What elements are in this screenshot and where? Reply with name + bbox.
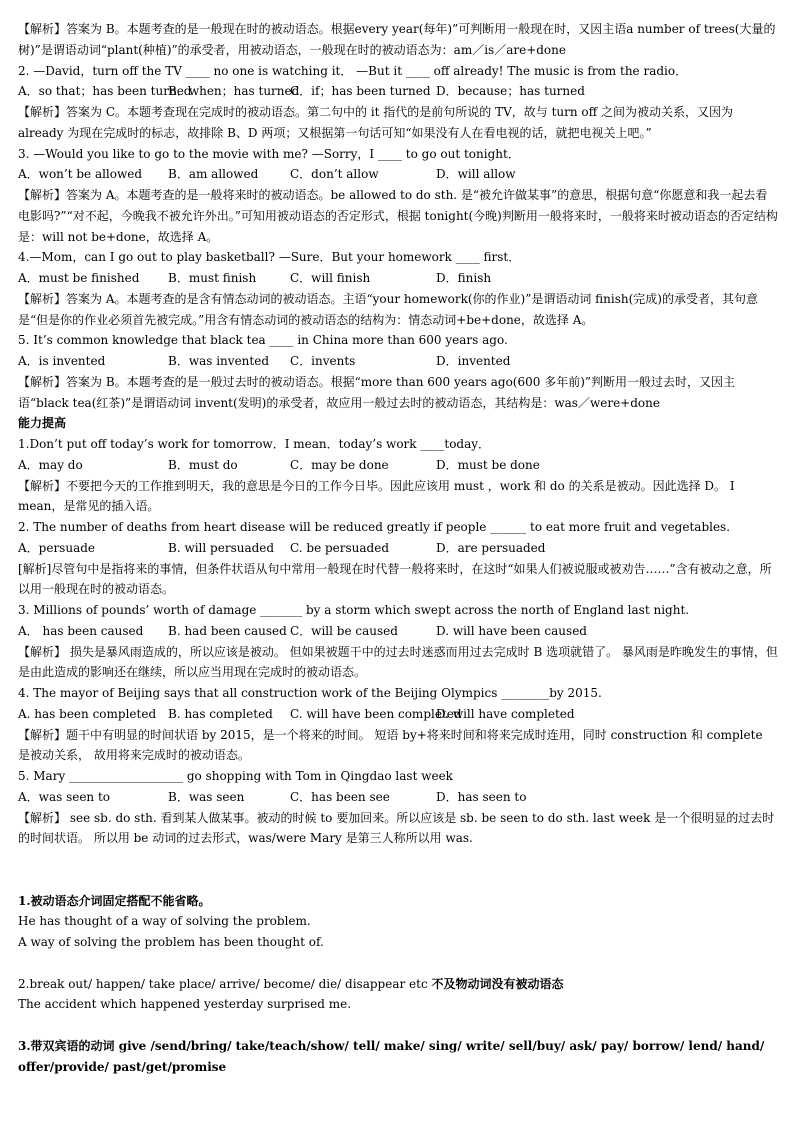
answer-option: B. had been caused [168, 623, 287, 638]
answer-options [18, 538, 778, 559]
text-line: 4. The mayor of Beijing says that all construction work of the Beijing Olympics ________by 2015. [18, 686, 602, 700]
answer-option: D. will have completed [436, 706, 575, 721]
answer-option: A．may do [18, 457, 83, 472]
explanation-paragraph: 【解析】不要把今天的工作推到明天，我的意思是今日的工作今日毕。因此应该用 must ，work 和 do 的关系是被动。因此选择 D。 I mean，是常见的插入语。 [18, 478, 735, 514]
rule-line [18, 974, 778, 995]
answer-options [18, 455, 778, 476]
explanation-paragraph: 【解析】答案为 B。本题考查的是一般过去时的被动语态。根据“more than 600 years ago(600 多年前)”判断用一般过去时，又因主语“black tea(红茶)”是谓语动词 invent(发明)的承受者，故应用一般过去时的被动语态，其结构是：was／were+done [18, 374, 736, 410]
rule-bold-text: 不及物动词没有被动语态 [431, 976, 564, 991]
answer-option: A．must be finished [18, 271, 140, 285]
text-line: 3. —Would you like to go to the movie with me? —Sorry，I ____ to go out tonight． [18, 146, 520, 161]
text-line: 2. —David，turn off the TV ____ no one is watching it． —But it ____ off already! The music is from the radio． [18, 63, 688, 78]
explanation-paragraph: 【解析】答案为 A。本题考查的是含有情态动词的被动语态。主语“your homework(你的作业)”是谓语动词 finish(完成)的承受者，其句意是“但是你的作业必须首先被完成。”用含有情态动词的被动语态的结构为：情态动词+be+done，故选择 A。 [18, 291, 758, 327]
answer-option: C．invents [290, 354, 356, 368]
answer-option: A．was seen to [18, 789, 111, 804]
answer-option: B. has completed [168, 706, 273, 721]
answer-option: C．will finish [290, 271, 371, 285]
answer-option: C. be persuaded [290, 540, 390, 555]
answer-option: A． has been caused [18, 623, 144, 638]
explanation-paragraph: [解析]尽管句中是指将来的事情，但条件状语从句中常用一般现在时代替一般将来时，在这时“如果人们被说服或被劝告……”含有被动之意，所以用一般现在时的被动语态。 [18, 561, 772, 597]
answer-option: C. will have been completed [290, 706, 462, 721]
answer-options [18, 81, 778, 102]
rule-text: 2.break out/ happen/ take place/ arrive/ become/ die/ disappear etc [18, 976, 432, 991]
text-line: He has thought of a way of solving the problem. [18, 914, 311, 929]
answer-options [18, 164, 778, 185]
answer-options [18, 621, 778, 642]
answer-option: C．will be caused [290, 623, 398, 638]
text-line: A way of solving the problem has been thought of. [18, 935, 324, 949]
answer-option: B. will persuaded [168, 540, 275, 555]
answer-option: A．so that；has been turned [18, 84, 192, 99]
answer-option: B．was seen [168, 789, 245, 804]
answer-option: C．may be done [290, 457, 389, 472]
text-line: 5. Mary ___________________ go shopping with Tom in Qingdao last week [18, 769, 453, 783]
answer-option: A．won’t be allowed [18, 167, 143, 182]
text-line: 3. Millions of pounds’ worth of damage _______ by a storm which swept across the north of England last night. [18, 603, 690, 617]
answer-options [18, 351, 778, 372]
document-page [18, 19, 778, 1077]
answer-options [18, 268, 778, 289]
answer-option: D．must be done [436, 457, 540, 472]
blank-line [18, 849, 778, 870]
answer-option: B．am allowed [168, 167, 259, 182]
answer-option: D. will have been caused [436, 623, 587, 638]
answer-option: B．must finish [168, 271, 257, 285]
explanation-paragraph: 【解析】 损失是暴风雨造成的，所以应该是被动。 但如果被题干中的过去时迷惑而用过去完成时 B 选项就错了。 暴风雨是昨晚发生的事情，但是由此造成的影响还在继续，所以应当用现在完成时的被动语态。 [18, 644, 778, 680]
section-heading: 1.被动语态介词固定搭配不能省略。 [18, 893, 211, 908]
answer-option: D．are persuaded [436, 540, 546, 555]
answer-options [18, 787, 778, 808]
text-line: The accident which happened yesterday surprised me. [18, 997, 352, 1012]
answer-options [18, 704, 778, 725]
answer-option: A．is invented [18, 354, 106, 368]
answer-option: B．when；has turned [168, 84, 300, 99]
text-line: 5. It’s common knowledge that black tea ____ in China more than 600 years ago. [18, 333, 508, 348]
answer-option: D．will allow [436, 167, 516, 182]
explanation-paragraph: 【解析】题干中有明显的时间状语 by 2015，是一个将来的时间。 短语 by+将来时间和将来完成时连用，同时 construction 和 complete 是被动关系， 故用将来完成时的被动语态。 [18, 727, 763, 763]
answer-option: A. has been completed [18, 706, 157, 721]
explanation-paragraph: 【解析】答案为 B。本题考查的是一般现在时的被动语态。根据every year(每年)”可判断用一般现在时，又因主语a number of trees(大量的树)”是谓语动词“plant(种植)”的承受者，用被动语态，一般现在时的被动语态为：am／is／are+done [18, 22, 776, 57]
answer-option: D．finish [436, 271, 492, 285]
answer-option: C．don’t allow [290, 167, 379, 182]
answer-option: A．persuade [18, 540, 96, 555]
answer-option: D．has seen to [436, 789, 527, 804]
answer-option: B．was invented [168, 354, 269, 368]
answer-option: D．invented [436, 354, 511, 368]
section-heading: 3.带双宾语的动词 give /send/bring/ take/teach/show/ tell/ make/ sing/ write/ sell/buy/ ask/ pay/ borrow/ lend/ hand/ offer/provide/ past/get/promise [18, 1038, 765, 1074]
answer-option: D．because；has turned [436, 84, 585, 99]
blank-line [18, 870, 778, 891]
text-line: 1.Don’t put off today’s work for tomorrow．I mean．today’s work ____today． [18, 437, 491, 451]
blank-line [18, 1015, 778, 1036]
answer-option: B．must do [168, 457, 238, 472]
explanation-paragraph: 【解析】答案为 C。本题考查现在完成时的被动语态。第二句中的 it 指代的是前句所说的 TV，故与 turn off 之间为被动关系，又因为 already 为现在完成时的标志，故排除 B、D 两项；又根据第一句话可知“如果没有人在看电视的话，就把电视关上吧。” [18, 105, 733, 140]
explanation-paragraph: 【解析】 see sb. do sth. 看到某人做某事。被动的时候 to 要加回来。所以应该是 sb. be seen to do sth. last week 是一个很明显的过去时的时间状语。 所以用 be 动词的过去形式，was/were Mary 是第三人称所以用 was. [18, 810, 775, 846]
explanation-paragraph: 【解析】答案为 A。本题考查的是一般将来时的被动语态。be allowed to do sth. 是“被允许做某事”的意思，根据句意“你愿意和我一起去看电影吗?”“对不起，今晚我不被允许外出。”可知用被动语态的否定形式，根据 tonight(今晚)判断用一般将来时，一般将来时被动语态的否定结构是：will not be+done，故选择 A。 [18, 188, 778, 244]
answer-option: C．has been see [290, 789, 390, 804]
answer-option: C．if；has been turned [290, 84, 431, 99]
text-line: 4.—Mom，can I go out to play basketball? —Sure．But your homework ____ first． [18, 250, 521, 265]
section-heading: 能力提高 [18, 416, 67, 431]
blank-line [18, 953, 778, 974]
text-line: 2. The number of deaths from heart disease will be reduced greatly if people ______ to eat more fruit and vegetables. [18, 520, 731, 534]
